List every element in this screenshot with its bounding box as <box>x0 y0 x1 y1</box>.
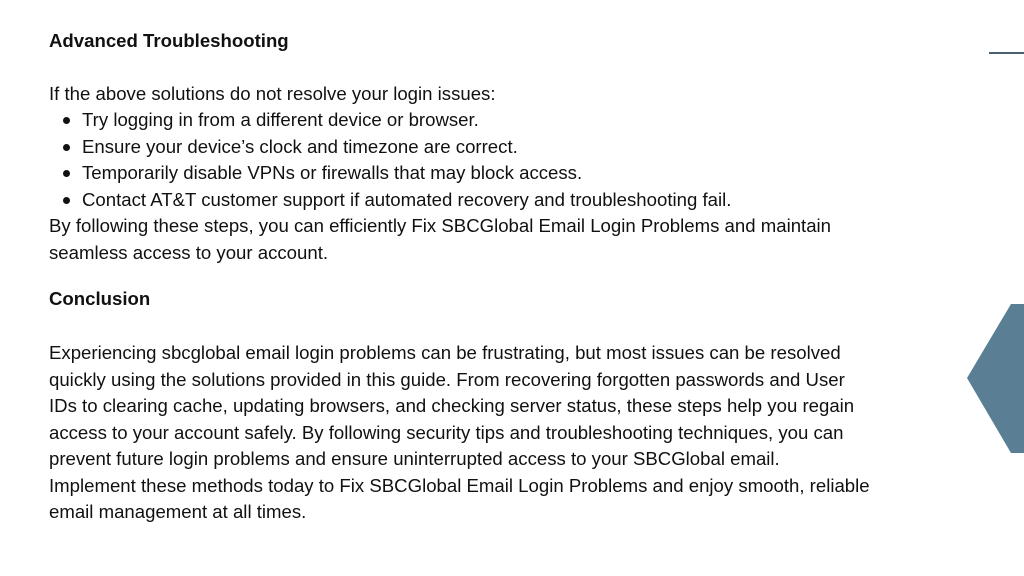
advanced-intro: If the above solutions do not resolve your login issues: <box>49 83 496 104</box>
text-line: seamless access to your account. <box>49 241 329 263</box>
text-line: Experiencing sbcglobal email login problems can be frustrating, but most issues can be resolved <box>49 342 841 363</box>
text-line: quickly using the solutions provided in this guide. From recovering forgotten passwords and User <box>49 368 845 390</box>
text-line: access to your account safely. By following security tips and troubleshooting techniques, you can <box>49 421 844 443</box>
advanced-closing <box>49 213 831 266</box>
text-line: IDs to clearing cache, updating browsers, and checking server status, these steps help you regain <box>49 395 855 416</box>
advanced-heading: Advanced Troubleshooting <box>49 30 289 51</box>
conclusion-heading: Conclusion <box>49 288 151 309</box>
list-item: Contact AT&T customer support if automated recovery and troubleshooting fail. <box>49 187 731 214</box>
conclusion-paragraph <box>49 340 870 526</box>
list-item: Ensure your device’s clock and timezone are correct. <box>49 134 731 161</box>
text-line: email management at all times. <box>49 501 307 522</box>
list-item: Temporarily disable VPNs or firewalls that may block access. <box>49 160 731 187</box>
list-item: Try logging in from a different device or browser. <box>49 107 731 134</box>
text-line: prevent future login problems and ensure uninterrupted access to your SBCGlobal email. <box>49 448 780 469</box>
troubleshooting-list <box>49 107 731 213</box>
text-line: By following these steps, you can efficiently Fix SBCGlobal Email Login Problems and maintain <box>49 215 832 236</box>
text-line: Implement these methods today to Fix SBCGlobal Email Login Problems and enjoy smooth, reliable <box>49 474 870 496</box>
